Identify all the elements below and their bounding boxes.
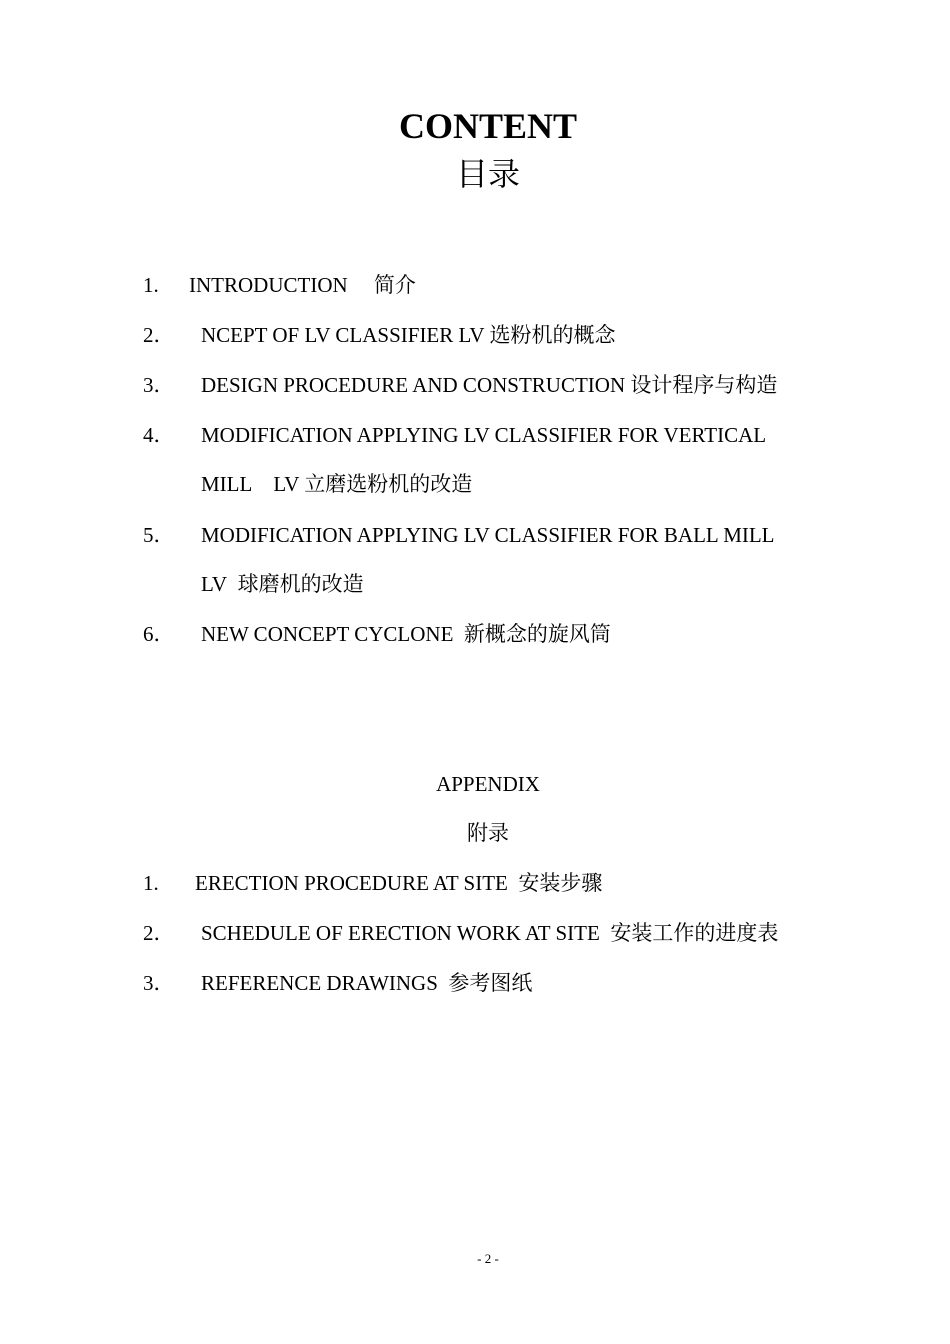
toc-item-number: 2． [143,323,175,347]
toc-item [0,370,950,400]
toc-item-continuation: MILL LV 立磨选粉机的改造 [201,472,473,496]
appendix-item-text: ERECTION PROCEDURE AT SITE 安装步骤 [195,871,603,895]
toc-item-text: INTRODUCTION 简介 [189,273,416,297]
appendix-item [0,918,950,948]
toc-item [0,619,950,649]
appendix-item-number: 3． [143,971,175,995]
appendix-item-text: SCHEDULE OF ERECTION WORK AT SITE 安装工作的进度表 [201,921,779,945]
page-number: - 2 - [477,1251,499,1266]
toc-item-continuation: LV 球磨机的改造 [201,572,364,596]
page-title-chinese: 目录 [455,156,520,192]
toc-item-text: MODIFICATION APPLYING LV CLASSIFIER FOR BALL MILL [201,523,775,547]
appendix-heading: APPENDIX [436,772,540,796]
toc-item-number: 4． [143,423,175,447]
toc-item [0,420,950,450]
toc-item-text: NCEPT OF LV CLASSIFIER LV 选粉机的概念 [201,323,616,347]
toc-item-text: NEW CONCEPT CYCLONE 新概念的旋风筒 [201,622,611,646]
appendix-item-text: REFERENCE DRAWINGS 参考图纸 [201,971,533,995]
appendix-item-number: 1. [143,871,159,895]
appendix-item [0,968,950,998]
toc-item-number: 1. [143,273,159,297]
toc-item-text: MODIFICATION APPLYING LV CLASSIFIER FOR VERTICAL [201,423,767,447]
toc-item-number: 5． [143,523,175,547]
toc-item-number: 3． [143,373,175,397]
appendix-item-number: 2． [143,921,175,945]
toc-item-text: DESIGN PROCEDURE AND CONSTRUCTION 设计程序与构造 [201,373,778,397]
toc-item [0,520,950,550]
toc-item [0,320,950,350]
appendix-heading-chinese: 附录 [467,821,509,845]
page-title: CONTENT [398,106,578,146]
appendix-item [0,868,950,898]
toc-item-number: 6． [143,622,175,646]
toc-item [0,270,950,300]
